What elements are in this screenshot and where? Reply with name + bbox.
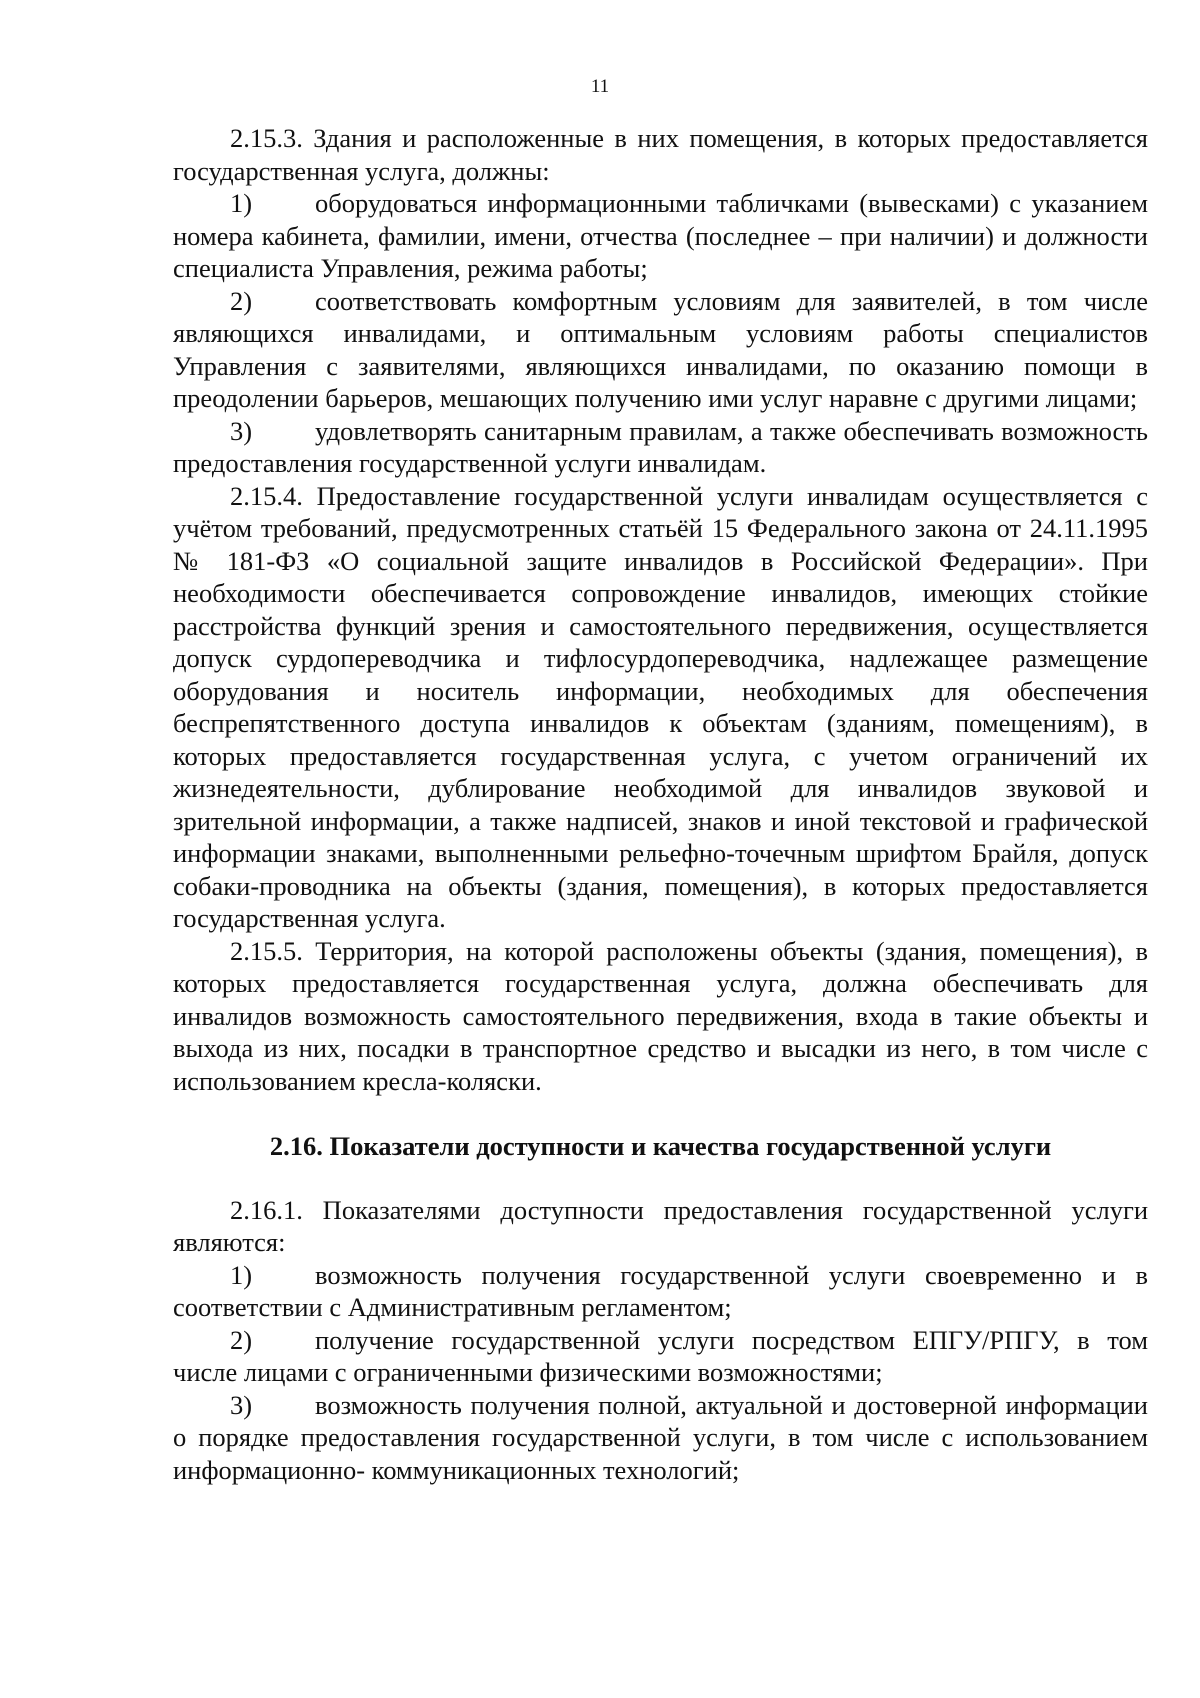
paragraph-2-15-5: 2.15.5. Территория, на которой расположены объекты (здания, помещения), в которых предоставляется государственная услуга, должна обеспечивать для инвалидов возможность самостоятельного передвижения, входа в такие объекты и выхода из них, посадки в транспортное средство и высадки из него, в том числе с использованием кресла-коляски. <box>173 935 1148 1096</box>
list-item-number: 2) <box>230 1324 253 1355</box>
list-item-number: 1) <box>230 1259 253 1290</box>
list-item-text: соответствовать комфортным условиям для заявителей, в том числе являющихся инвалидами, и оптимальным условиям работы специалистов Управления с заявителями, являющихся инвалидами, по оказанию помощи в преодолении барьеров, мешающих получению ими услуг наравне с другими лицами; <box>173 285 1148 413</box>
document-body <box>173 122 1148 1486</box>
list-item-number: 1) <box>230 188 253 218</box>
list-item <box>173 1259 1148 1324</box>
list-item-text: возможность получения государственной услуги своевременно и в соответствии с Административным регламентом; <box>173 1259 1148 1322</box>
page-number: 11 <box>590 76 610 97</box>
paragraph-2-15-3: 2.15.3. Здания и расположенные в них помещения, в которых предоставляется государственная услуга, должны: <box>173 123 1148 186</box>
paragraph-2-15-4: 2.15.4. Предоставление государственной услуги инвалидам осуществляется с учётом требований, предусмотренных статьёй 15 Федерального закона от 24.11.1995 № 181-ФЗ «О социальной защите инвалидов в Российской Федерации». При необходимости обеспечивается сопровождение инвалидов, имеющих стойкие расстройства функций зрения и самостоятельного передвижения, осуществляется допуск сурдопереводчика и тифлосурдопереводчика, надлежащее размещение оборудования и носитель информации, необходимых для обеспечения беспрепятственного доступа инвалидов к объектам (зданиям, помещениям), в которых предоставляется государственная услуга, с учетом ограничений их жизнедеятельности, дублирование необходимой для инвалидов звуковой и зрительной информации, а также надписей, знаков и иной текстовой и графической информации знаками, выполненными рельефно-точечным шрифтом Брайля, допуск собаки-проводника на объекты (здания, помещения), в которых предоставляется государственная услуга. <box>173 480 1148 933</box>
list-item-text: возможность получения полной, актуальной и достоверной информации о порядке предоставления государственной услуги, в том числе с использованием информационно- коммуникационных технологий; <box>173 1389 1148 1485</box>
paragraph-2-16-1: 2.16.1. Показателями доступности предоставления государственной услуги являются: <box>173 1194 1148 1257</box>
list-item-text: получение государственной услуги посредством ЕПГУ/РПГУ, в том числе лицами с ограниченными физическими возможностями; <box>173 1324 1148 1387</box>
list-item <box>173 1389 1148 1487</box>
list-item-number: 3) <box>230 415 253 446</box>
section-heading-2-16: 2.16. Показатели доступности и качества государственной услуги <box>269 1131 1052 1161</box>
list-item-number: 2) <box>230 285 253 316</box>
list-item-number: 3) <box>230 1389 253 1420</box>
list-item <box>173 415 1148 480</box>
list-item <box>173 187 1148 285</box>
list-item <box>173 1324 1148 1389</box>
list-item <box>173 285 1148 415</box>
list-item-text: удовлетворять санитарным правилам, а также обеспечивать возможность предоставления государственной услуги инвалидам. <box>173 415 1148 478</box>
list-item-text: оборудоваться информационными табличками (вывесками) с указанием номера кабинета, фамилии, имени, отчества (последнее – при наличии) и должности специалиста Управления, режима работы; <box>173 188 1148 283</box>
